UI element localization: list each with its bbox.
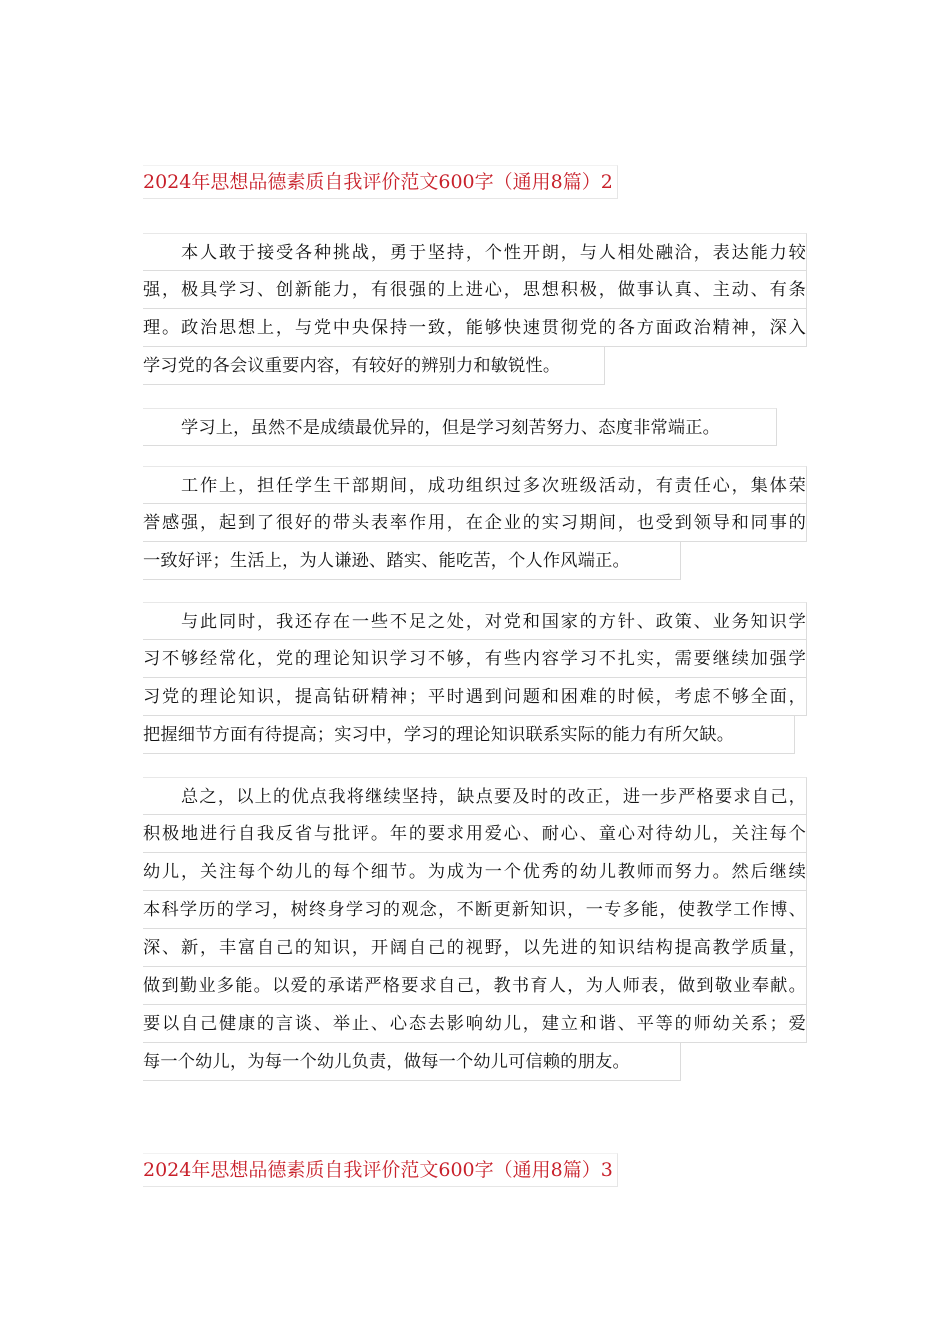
- paragraph-line: 积极地进行自我反省与批评。年的要求用爱心、耐心、童心对待幼儿，关注每个: [143, 815, 807, 853]
- paragraph-line: 深、新，丰富自己的知识，开阔自己的视野，以先进的知识结构提高教学质量，: [143, 929, 807, 967]
- section-heading-2: 2024年思想品德素质自我评价范文600字（通用8篇）2: [143, 165, 618, 199]
- paragraph-line: 习不够经常化，党的理论知识学习不够，有些内容学习不扎实，需要继续加强学: [143, 640, 807, 678]
- paragraph-line: 每一个幼儿，为每一个幼儿负责，做每一个幼儿可信赖的朋友。: [143, 1043, 681, 1081]
- paragraph-3: [143, 466, 807, 580]
- paragraph-line: 要以自己健康的言谈、举止、心态去影响幼儿，建立和谐、平等的师幼关系；爱: [143, 1005, 807, 1043]
- paragraph-line: 理。政治思想上，与党中央保持一致，能够快速贯彻党的各方面政治精神，深入: [143, 309, 807, 347]
- paragraph-4: [143, 602, 807, 754]
- paragraph-2: [143, 408, 807, 446]
- paragraph-line: 誉感强，起到了很好的带头表率作用，在企业的实习期间，也受到领导和同事的: [143, 504, 807, 542]
- paragraph-line: 幼儿，关注每个幼儿的每个细节。为成为一个优秀的幼儿教师而努力。然后继续: [143, 853, 807, 891]
- paragraph-line: 工作上，担任学生干部期间，成功组织过多次班级活动，有责任心，集体荣: [143, 466, 807, 504]
- paragraph-line: 本人敢于接受各种挑战，勇于坚持，个性开朗，与人相处融洽，表达能力较: [143, 233, 807, 271]
- paragraph-5: [143, 777, 807, 1081]
- paragraph-line: 把握细节方面有待提高；实习中，学习的理论知识联系实际的能力有所欠缺。: [143, 716, 795, 754]
- paragraph-line: 做到勤业多能。以爱的承诺严格要求自己，教书育人，为人师表，做到敬业奉献。: [143, 967, 807, 1005]
- section-heading-3: 2024年思想品德素质自我评价范文600字（通用8篇）3: [143, 1153, 618, 1187]
- paragraph-line: 总之，以上的优点我将继续坚持，缺点要及时的改正，进一步严格要求自己，: [143, 777, 807, 815]
- paragraph-line: 本科学历的学习，树终身学习的观念，不断更新知识，一专多能，使教学工作博、: [143, 891, 807, 929]
- paragraph-line: 学习上，虽然不是成绩最优异的，但是学习刻苦努力、态度非常端正。: [143, 408, 777, 446]
- paragraph-line: 学习党的各会议重要内容，有较好的辨别力和敏锐性。: [143, 347, 605, 385]
- paragraph-line: 与此同时，我还存在一些不足之处，对党和国家的方针、政策、业务知识学: [143, 602, 807, 640]
- paragraph-1: [143, 233, 807, 385]
- paragraph-line: 习党的理论知识，提高钻研精神；平时遇到问题和困难的时候，考虑不够全面，: [143, 678, 807, 716]
- paragraph-line: 强，极具学习、创新能力，有很强的上进心，思想积极，做事认真、主动、有条: [143, 271, 807, 309]
- paragraph-line: 一致好评；生活上，为人谦逊、踏实、能吃苦，个人作风端正。: [143, 542, 681, 580]
